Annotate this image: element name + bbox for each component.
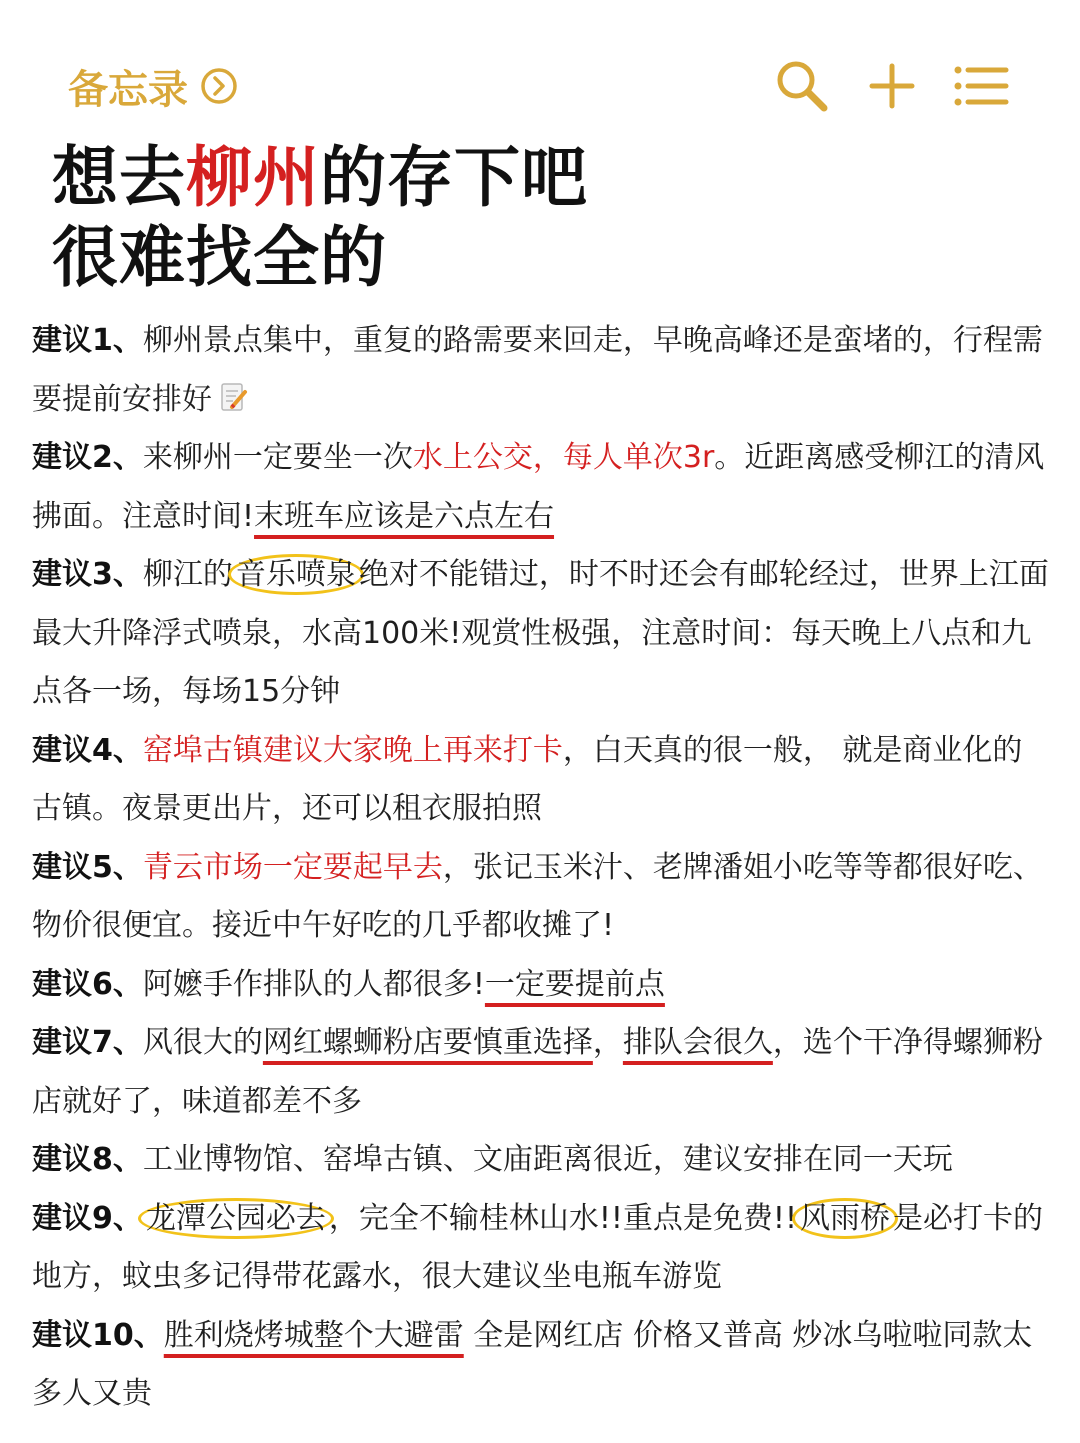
circled-highlight: 风雨桥 <box>792 1198 898 1239</box>
list-menu-icon[interactable] <box>950 56 1010 116</box>
tip-8: 建议8、工业博物馆、窑埠古镇、文庙距离很近，建议安排在同一天玩 <box>32 1142 953 1177</box>
tip-9: 建议9、 龙潭公园必去 ，完全不输桂林山水!!重点是免费!! 风雨桥 是必打卡的地方，蚊虫多记得带花露水，很大建议坐电瓶车游览 <box>32 1190 1052 1307</box>
note-body[interactable] <box>32 312 1052 1424</box>
tip-5: 建议5、青云市场一定要起早去，张记玉米汁、老牌潘姐小吃等等都很好吃、物价很便宜。接近中午好吃的几乎都收摊了! <box>32 849 1043 943</box>
tip-10: 建议10、胜利烧烤城整个大避雷 全是网红店 价格又普高 炒冰乌啦啦同款太多人又贵 <box>32 1317 1033 1411</box>
circled-highlight: 龙潭公园必去 <box>138 1198 334 1239</box>
tip-6: 建议6、阿嬷手作排队的人都很多!一定要提前点 <box>32 966 665 1002</box>
title-line-1: 想去柳州的存下吧 <box>52 139 588 216</box>
tip-1: 建议1、柳州景点集中，重复的路需要来回走，早晚高峰还是蛮堵的，行程需要提前安排好 <box>32 323 1043 417</box>
back-to-notes-button[interactable] <box>68 58 238 114</box>
memo-emoji-icon <box>218 381 250 413</box>
circled-highlight: 音乐喷泉 <box>228 554 364 595</box>
title-line-2: 很难找全的 <box>52 219 387 296</box>
tip-4: 建议4、窑埠古镇建议大家晚上再来打卡，白天真的很一般， 就是商业化的古镇。夜景更出片，还可以租衣服拍照 <box>32 732 1023 826</box>
tip-3: 建议3、柳江的 音乐喷泉 绝对不能错过，时不时还会有邮轮经过，世界上江面最大升降浮式喷泉，水高100米!观赏性极强，注意时间：每天晚上八点和九点各一场，每场15分钟 <box>32 546 1052 722</box>
add-icon[interactable] <box>862 56 922 116</box>
note-title <box>52 138 1012 298</box>
search-icon[interactable] <box>772 56 832 116</box>
tip-2: 建议2、来柳州一定要坐一次水上公交，每人单次3r。近距离感受柳江的清风拂面。注意时间!末班车应该是六点左右 <box>32 440 1045 534</box>
tip-7: 建议7、风很大的网红螺蛳粉店要慎重选择，排队会很久，选个干净得螺狮粉店就好了，味道都差不多 <box>32 1025 1043 1119</box>
title-highlight: 柳州 <box>186 139 320 216</box>
chevron-right-circle-icon <box>200 67 238 105</box>
top-toolbar <box>0 0 1080 150</box>
back-label: 备忘录 <box>68 66 188 113</box>
